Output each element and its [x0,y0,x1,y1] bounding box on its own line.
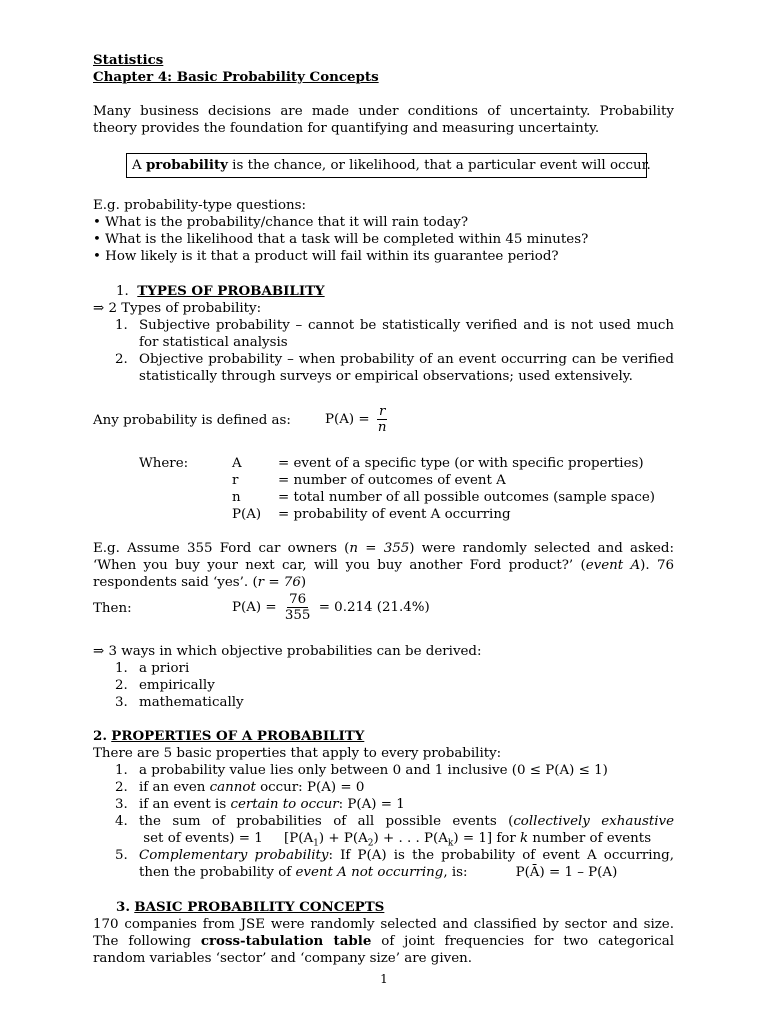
list-item: 3. mathematically [115,695,244,710]
types-intro: ⇒ 2 Types of probability: [93,301,262,316]
section2-heading: 2. PROPERTIES OF A PROBABILITY [93,728,365,744]
formula-label: Any probability is defined as: [93,413,291,428]
list-item: 1. a priori [115,661,190,676]
definition-box: A probability is the chance, or likelihood, that a particular event will occur. [126,153,647,178]
where-definitions: = event of a specific type (or with specific properties) = number of outcomes of event A = total number of all possible outcomes (sample space) = probability of event A occurring [278,456,655,522]
examples-heading: E.g. probability-type questions: [93,198,307,213]
list-item: • What is the probability/chance that it will rain today? [93,215,469,230]
list-item: • What is the likelihood that a task will be completed within 45 minutes? [93,232,589,247]
list-item: 3. if an event is certain to occur: P(A) = 1 [115,797,405,812]
objective-ways [93,643,674,711]
list-item: 2. if an even cannot occur: P(A) = 0 [115,780,365,795]
then-label: Then: [93,601,132,616]
section2-properties [93,745,674,881]
fraction: $\frac{r}{n}$ [377,404,387,435]
properties-intro: There are 5 basic properties that apply to every probability: [93,746,502,761]
section1-types [93,300,674,385]
ways-intro: ⇒ 3 ways in which objective probabilities can be derived: [93,644,482,659]
page-number: 1 [380,972,388,986]
section3-heading: 3. BASIC PROBABILITY CONCEPTS [116,899,385,915]
list-item: 1. a probability value lies only between 0 and 1 inclusive (0 ≤ P(A) ≤ 1) [115,763,608,778]
definition-term: probability [145,157,228,173]
example-formula: P(A) = $\frac{76}{355}$ = 0.214 (21.4%) [232,592,430,623]
list-item: 4. the sum of probabilities of all possible events (collectively exhaustive set of events) = 1 [$P(A_1) + P(A_2)$ + . . . $P(A_k) = 1$] for k number of events [115,814,674,849]
intro-paragraph: Many business decisions are made under conditions of uncertainty. Probability theory provides the foundation for quantifying and measuring uncertainty. [93,104,674,136]
fraction: $\frac{76}{355}$ [284,592,311,623]
list-item: 2. empirically [115,678,215,693]
chapter-heading: Chapter 4: Basic Probability Concepts [93,69,379,85]
subject-heading: Statistics [93,52,164,68]
section3-paragraph: 170 companies from JSE were randomly selected and classified by sector and size. The following cross-tabulation table of joint frequencies for two categorical random variables ‘sector’ and ‘company size’ are given. [93,917,674,966]
list-item: • How likely is it that a product will fail within its guarantee period? [93,249,559,264]
where-label: Where: [139,456,189,471]
probability-formula: P(A) = $\frac{r}{n}$ [325,404,387,435]
list-item: 2. Objective probability – when probability of an event occurring can be verified statistically through surveys or empirical observations; used extensively. [115,352,674,384]
list-item: 1. Subjective probability – cannot be statistically verified and is not used much for statistical analysis [115,318,674,350]
list-item: 5. Complementary probability: If P(A) is the probability of event A occurring, then the probability of event A not occurring, is: P(Ā) = 1 – P(A) [115,848,674,880]
where-symbols: A r n P(A) [232,456,262,522]
section1-heading: 1. TYPES OF PROBABILITY [116,283,325,299]
ford-example: E.g. Assume 355 Ford car owners (n = 355) were randomly selected and asked: ‘When you buy your next car, will you buy another Ford product?’ (event A). 76 respondents said ‘yes’. (r = 76) [93,541,674,590]
examples-list [93,197,674,265]
